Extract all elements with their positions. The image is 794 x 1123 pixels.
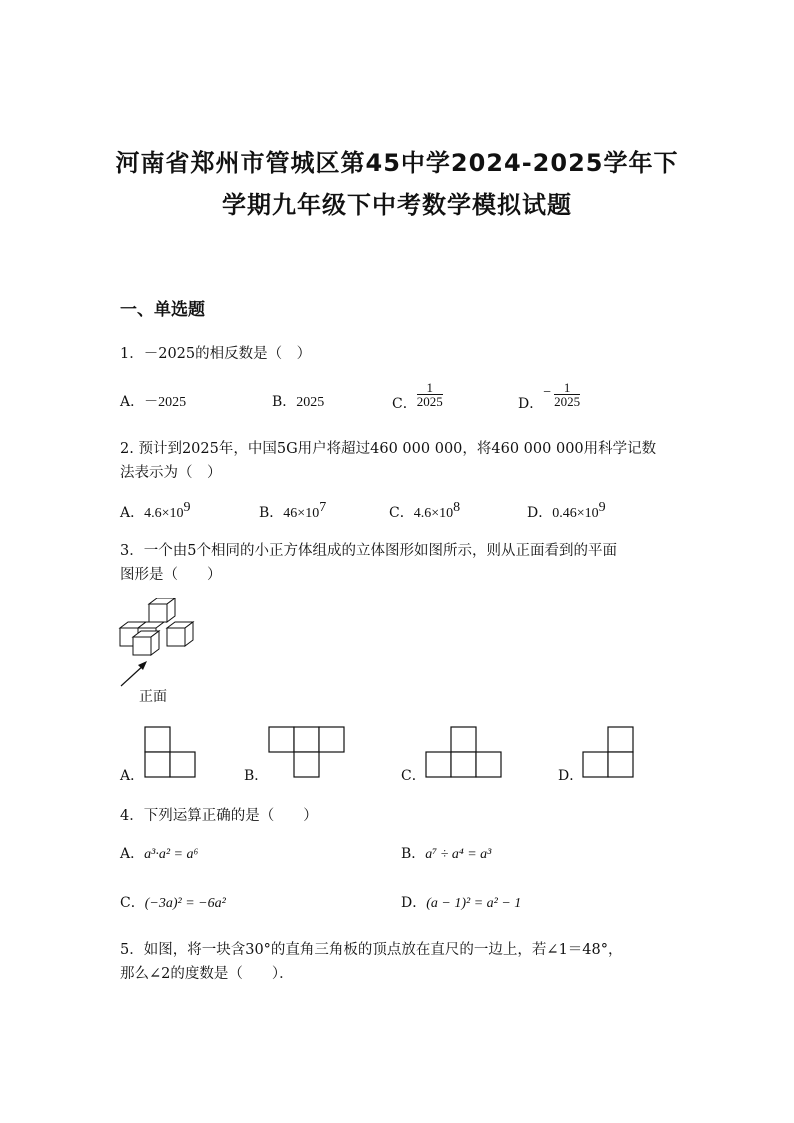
q2-option-b[interactable] [259,500,326,522]
option-exponent: 8 [453,500,461,515]
page-title-line2: 学期九年级下中考数学模拟试题 [222,191,572,219]
page-title-line1: 河南省郑州市管城区第45中学2024-2025学年下 [115,149,679,177]
option-exponent: 7 [319,500,327,515]
option-label: B． [272,394,297,410]
q3-option-b-label[interactable]: B． [244,768,269,784]
option-label: D． [527,505,553,521]
option-label: B． [259,505,284,521]
q3-option-c-label[interactable]: C． [401,768,426,784]
fraction-denominator: 2025 [416,394,443,409]
option-base: 4.6×10 [413,506,454,521]
question-1-stem: 1．－2025的相反数是（ ） [120,346,312,362]
option-label: A． [120,505,145,521]
cube-stack-figure [115,598,205,690]
q3-option-d-figure[interactable] [582,726,636,780]
option-value: －2025 [144,395,187,410]
option-label: A． [120,846,145,862]
q4-option-d[interactable] [401,892,521,912]
option-expression: a⁷ ÷ a⁴ = a³ [425,847,492,862]
question-2-stem-line2: 法表示为（ ） [120,465,222,481]
cube-front-face [167,628,185,646]
fraction-numerator: 1 [417,381,443,395]
q2-option-a[interactable] [120,500,191,522]
question-4-stem: 4．下列运算正确的是（ ） [120,808,318,824]
q3-option-d-label[interactable]: D． [558,768,584,784]
figure-caption: 正面 [139,689,167,705]
q4-option-c[interactable] [120,892,226,912]
fraction-numerator: 1 [554,381,580,395]
q3-option-a-label[interactable]: A． [120,768,145,784]
question-2-stem-line1: 2. 预计到2025年，中国5G用户将超过460 000 000，将460 000 000用科学记数 [120,441,657,457]
option-label: D． [401,895,427,911]
question-5-stem-line1: 5．如图，将一块含30°的直角三角板的顶点放在直尺的一边上，若∠1＝48°， [120,942,623,958]
option-exponent: 9 [598,500,606,515]
option-label: C． [389,505,414,521]
q1-option-d[interactable] [518,380,581,412]
q2-option-d[interactable] [527,500,606,522]
q1-option-c[interactable] [392,380,443,412]
option-label: B． [401,846,426,862]
question-3-stem-line2: 图形是（ ） [120,567,222,583]
option-label: D． [518,395,544,412]
option-label: A． [120,394,145,410]
fraction [417,381,443,408]
option-expression: (−3a)² = −6a² [144,896,226,911]
q2-option-c[interactable] [389,500,460,522]
q4-option-a[interactable] [120,843,198,863]
q1-option-a[interactable] [120,391,186,411]
option-value: 2025 [296,395,325,410]
question-5-stem-line2: 那么∠2的度数是（ ）． [120,966,294,982]
option-exponent: 9 [183,500,191,515]
fraction [554,381,580,408]
cube-front-face [149,604,167,622]
option-base: 0.46×10 [552,506,599,521]
minus-sign: − [543,384,552,400]
option-base: 46×10 [283,506,320,521]
cube-front-face [133,637,151,655]
question-3-stem-line1: 3．一个由5个相同的小正方体组成的立体图形如图所示，则从正面看到的平面 [120,543,617,559]
option-base: 4.6×10 [144,506,184,521]
option-label: C． [120,895,145,911]
q3-option-b-figure[interactable] [268,726,346,780]
q1-option-b[interactable] [272,391,324,411]
option-expression: a³·a² = a⁶ [144,847,199,862]
q4-option-b[interactable] [401,843,491,863]
fraction-denominator: 2025 [554,394,581,409]
q3-option-a-figure[interactable] [144,726,198,780]
option-expression: (a − 1)² = a² − 1 [426,896,522,911]
section-heading: 一、单选题 [120,300,205,320]
q3-option-c-figure[interactable] [425,726,503,780]
option-label: C． [392,395,417,412]
